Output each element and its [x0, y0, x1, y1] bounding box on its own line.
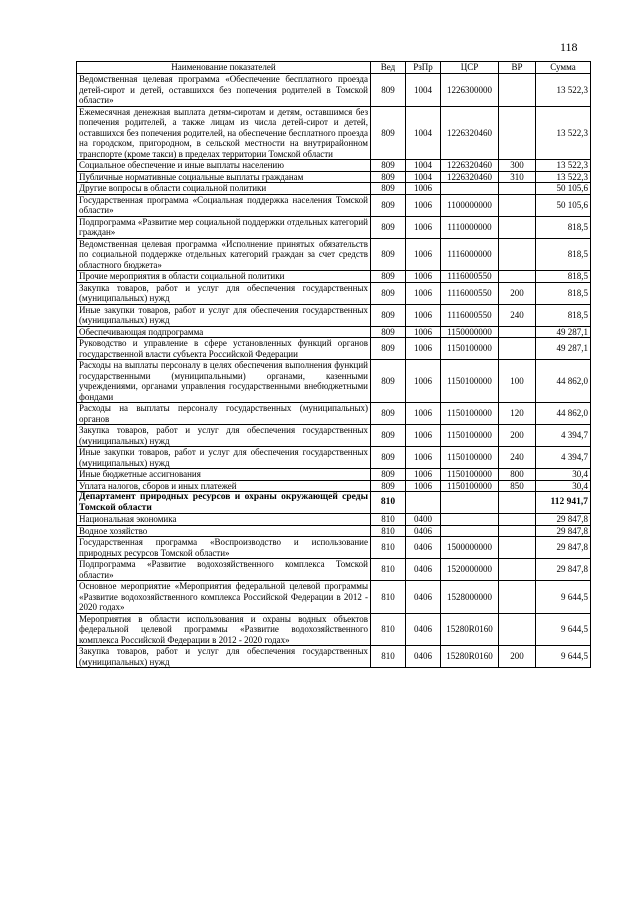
row-rzpr-cell: 1006: [406, 194, 441, 216]
row-sum-cell: 29 847,8: [536, 514, 591, 526]
row-sum-cell: 50 105,6: [536, 183, 591, 195]
row-vr-cell: [499, 338, 536, 360]
row-ved-cell: 809: [371, 171, 406, 183]
row-name-cell: Подпрограмма «Развитие водохозяйственного комплекса Томской области»: [77, 559, 371, 581]
row-sum-cell: 9 644,5: [536, 613, 591, 646]
row-csr-cell: 1150100000: [441, 447, 499, 469]
row-vr-cell: [499, 559, 536, 581]
row-csr-cell: 1116000000: [441, 238, 499, 271]
table-row: [77, 469, 591, 481]
row-sum-cell: 13 522,3: [536, 106, 591, 160]
table-row: [77, 581, 591, 614]
row-name-cell: Закупка товаров, работ и услуг для обеспечения государственных (муниципальных) нужд: [77, 646, 371, 668]
row-csr-cell: 1226320460: [441, 106, 499, 160]
row-sum-cell: 13 522,3: [536, 160, 591, 172]
row-csr-cell: 15280R0160: [441, 613, 499, 646]
row-name-cell: Обеспечивающая подпрограмма: [77, 326, 371, 338]
row-csr-cell: 1150100000: [441, 480, 499, 492]
row-vr-cell: [499, 613, 536, 646]
row-name-cell: Иные закупки товаров, работ и услуг для обеспечения государственных (муниципальных) нужд: [77, 304, 371, 326]
row-vr-cell: 310: [499, 171, 536, 183]
row-vr-cell: 240: [499, 447, 536, 469]
row-ved-cell: 809: [371, 326, 406, 338]
row-ved-cell: 809: [371, 183, 406, 195]
row-sum-cell: 818,5: [536, 271, 591, 283]
row-vr-cell: 240: [499, 304, 536, 326]
row-ved-cell: 809: [371, 271, 406, 283]
row-ved-cell: 809: [371, 447, 406, 469]
table-row: [77, 216, 591, 238]
row-rzpr-cell: 1004: [406, 160, 441, 172]
row-ved-cell: 809: [371, 338, 406, 360]
row-name-cell: Руководство и управление в сфере установленных функций органов государственной власти субъекта Российской Федерации: [77, 338, 371, 360]
row-vr-cell: [499, 326, 536, 338]
row-vr-cell: [499, 514, 536, 526]
row-name-cell: Государственная программа «Воспроизводство и использование природных ресурсов Томской области»: [77, 537, 371, 559]
table-row: [77, 160, 591, 172]
row-name-cell: Департамент природных ресурсов и охраны окружающей среды Томской области: [77, 492, 371, 514]
row-rzpr-cell: 1004: [406, 106, 441, 160]
row-rzpr-cell: 0400: [406, 514, 441, 526]
row-ved-cell: 810: [371, 514, 406, 526]
row-ved-cell: 809: [371, 238, 406, 271]
header-csr: ЦСР: [441, 62, 499, 74]
row-vr-cell: 120: [499, 403, 536, 425]
table-row: [77, 492, 591, 514]
row-csr-cell: [441, 492, 499, 514]
row-rzpr-cell: 1006: [406, 338, 441, 360]
table-row: [77, 183, 591, 195]
row-sum-cell: 29 847,8: [536, 559, 591, 581]
row-name-cell: Расходы на выплаты персоналу в целях обеспечения выполнения функций государственными (муниципальными) органами, казенными учреждениями, органами управления государственными внебюджетными фондами: [77, 360, 371, 403]
table-row: [77, 525, 591, 537]
row-rzpr-cell: 1004: [406, 171, 441, 183]
row-rzpr-cell: 0406: [406, 613, 441, 646]
row-csr-cell: [441, 525, 499, 537]
row-sum-cell: 44 862,0: [536, 403, 591, 425]
row-sum-cell: 29 847,8: [536, 525, 591, 537]
row-name-cell: Иные бюджетные ассигнования: [77, 469, 371, 481]
row-csr-cell: 1150100000: [441, 360, 499, 403]
row-rzpr-cell: 0406: [406, 525, 441, 537]
row-rzpr-cell: 1006: [406, 326, 441, 338]
table-row: [77, 480, 591, 492]
row-ved-cell: 809: [371, 480, 406, 492]
row-vr-cell: [499, 581, 536, 614]
row-vr-cell: [499, 216, 536, 238]
row-csr-cell: 1116000550: [441, 304, 499, 326]
row-csr-cell: 1500000000: [441, 537, 499, 559]
row-name-cell: Национальная экономика: [77, 514, 371, 526]
page-number: 118: [560, 40, 578, 54]
row-sum-cell: 4 394,7: [536, 447, 591, 469]
table-row: [77, 447, 591, 469]
row-ved-cell: 810: [371, 646, 406, 668]
row-ved-cell: 810: [371, 492, 406, 514]
row-csr-cell: 1226320460: [441, 160, 499, 172]
row-sum-cell: 30,4: [536, 469, 591, 481]
row-vr-cell: 300: [499, 160, 536, 172]
row-sum-cell: 818,5: [536, 238, 591, 271]
row-name-cell: Уплата налогов, сборов и иных платежей: [77, 480, 371, 492]
row-rzpr-cell: 1006: [406, 360, 441, 403]
row-ved-cell: 809: [371, 360, 406, 403]
table-row: [77, 613, 591, 646]
table-row: [77, 304, 591, 326]
table-row: [77, 338, 591, 360]
budget-table: [76, 61, 591, 668]
row-ved-cell: 810: [371, 559, 406, 581]
row-csr-cell: 1226300000: [441, 74, 499, 107]
row-rzpr-cell: 1004: [406, 74, 441, 107]
table-row: [77, 537, 591, 559]
row-name-cell: Ведомственная целевая программа «Обеспечение бесплатного проезда детей-сирот и детей, оставшихся без попечения родителей в Томской области»: [77, 74, 371, 107]
row-sum-cell: 818,5: [536, 216, 591, 238]
row-sum-cell: 818,5: [536, 282, 591, 304]
table-row: [77, 194, 591, 216]
row-name-cell: Ведомственная целевая программа «Исполнение принятых обязательств по социальной поддержке отдельных категорий граждан за счет средств областного бюджета»: [77, 238, 371, 271]
row-csr-cell: 1150100000: [441, 403, 499, 425]
table-row: [77, 171, 591, 183]
row-vr-cell: [499, 537, 536, 559]
row-rzpr-cell: 0406: [406, 537, 441, 559]
row-name-cell: Водное хозяйство: [77, 525, 371, 537]
table-row: [77, 74, 591, 107]
row-rzpr-cell: 1006: [406, 469, 441, 481]
row-rzpr-cell: 1006: [406, 271, 441, 283]
row-sum-cell: 30,4: [536, 480, 591, 492]
row-sum-cell: 29 847,8: [536, 537, 591, 559]
table-row: [77, 326, 591, 338]
row-csr-cell: 1528000000: [441, 581, 499, 614]
table-row: [77, 514, 591, 526]
row-csr-cell: 1100000000: [441, 194, 499, 216]
row-vr-cell: [499, 238, 536, 271]
row-csr-cell: 1150100000: [441, 469, 499, 481]
row-name-cell: Иные закупки товаров, работ и услуг для обеспечения государственных (муниципальных) нужд: [77, 447, 371, 469]
table-header-row: [77, 62, 591, 74]
row-rzpr-cell: [406, 492, 441, 514]
row-name-cell: Другие вопросы в области социальной политики: [77, 183, 371, 195]
row-vr-cell: 200: [499, 425, 536, 447]
table-body: [77, 74, 591, 668]
row-vr-cell: 850: [499, 480, 536, 492]
row-ved-cell: 809: [371, 403, 406, 425]
row-csr-cell: 1110000000: [441, 216, 499, 238]
row-sum-cell: 112 941,7: [536, 492, 591, 514]
row-ved-cell: 809: [371, 216, 406, 238]
row-ved-cell: 809: [371, 194, 406, 216]
row-vr-cell: [499, 271, 536, 283]
row-sum-cell: 9 644,5: [536, 581, 591, 614]
header-vr: ВР: [499, 62, 536, 74]
row-name-cell: Расходы на выплаты персоналу государственных (муниципальных) органов: [77, 403, 371, 425]
table-row: [77, 106, 591, 160]
row-csr-cell: 1150100000: [441, 338, 499, 360]
row-csr-cell: 1226320460: [441, 171, 499, 183]
row-ved-cell: 810: [371, 525, 406, 537]
row-rzpr-cell: 1006: [406, 216, 441, 238]
table-row: [77, 403, 591, 425]
row-name-cell: Закупка товаров, работ и услуг для обеспечения государственных (муниципальных) нужд: [77, 282, 371, 304]
row-csr-cell: 1116000550: [441, 271, 499, 283]
row-vr-cell: [499, 183, 536, 195]
row-sum-cell: 13 522,3: [536, 74, 591, 107]
row-ved-cell: 810: [371, 581, 406, 614]
row-rzpr-cell: 0406: [406, 646, 441, 668]
row-ved-cell: 809: [371, 160, 406, 172]
row-sum-cell: 4 394,7: [536, 425, 591, 447]
row-ved-cell: 809: [371, 74, 406, 107]
row-name-cell: Прочие мероприятия в области социальной политики: [77, 271, 371, 283]
row-sum-cell: 818,5: [536, 304, 591, 326]
row-name-cell: Мероприятия в области использования и охраны водных объектов федеральной целевой программы «Развитие водохозяйственного комплекса Российской Федерации в 2012 - 2020 годах»: [77, 613, 371, 646]
row-vr-cell: 200: [499, 646, 536, 668]
row-vr-cell: [499, 525, 536, 537]
row-sum-cell: 44 862,0: [536, 360, 591, 403]
table-row: [77, 425, 591, 447]
row-ved-cell: 809: [371, 469, 406, 481]
row-name-cell: Социальное обеспечение и иные выплаты населению: [77, 160, 371, 172]
row-rzpr-cell: 1006: [406, 447, 441, 469]
row-sum-cell: 49 287,1: [536, 326, 591, 338]
row-csr-cell: 1150000000: [441, 326, 499, 338]
row-vr-cell: 100: [499, 360, 536, 403]
row-rzpr-cell: 1006: [406, 304, 441, 326]
row-csr-cell: [441, 183, 499, 195]
row-ved-cell: 810: [371, 613, 406, 646]
table-row: [77, 238, 591, 271]
table-row: [77, 559, 591, 581]
table-row: [77, 282, 591, 304]
row-ved-cell: 810: [371, 537, 406, 559]
row-rzpr-cell: 1006: [406, 282, 441, 304]
row-vr-cell: [499, 74, 536, 107]
row-vr-cell: 800: [499, 469, 536, 481]
row-name-cell: Закупка товаров, работ и услуг для обеспечения государственных (муниципальных) нужд: [77, 425, 371, 447]
row-rzpr-cell: 0406: [406, 581, 441, 614]
header-sum: Сумма: [536, 62, 591, 74]
row-name-cell: Публичные нормативные социальные выплаты гражданам: [77, 171, 371, 183]
table-row: [77, 360, 591, 403]
row-rzpr-cell: 1006: [406, 183, 441, 195]
row-ved-cell: 809: [371, 425, 406, 447]
row-ved-cell: 809: [371, 304, 406, 326]
row-vr-cell: [499, 106, 536, 160]
row-vr-cell: 200: [499, 282, 536, 304]
row-rzpr-cell: 1006: [406, 480, 441, 492]
row-rzpr-cell: 1006: [406, 403, 441, 425]
header-name: Наименование показателей: [77, 62, 371, 74]
row-csr-cell: 1150100000: [441, 425, 499, 447]
row-name-cell: Основное мероприятие «Мероприятия федеральной целевой программы «Развитие водохозяйственного комплекса Российской Федерации в 2012 - 2020 годах»: [77, 581, 371, 614]
row-name-cell: Подпрограмма «Развитие мер социальной поддержки отдельных категорий граждан»: [77, 216, 371, 238]
table-row: [77, 271, 591, 283]
row-name-cell: Ежемесячная денежная выплата детям-сиротам и детям, оставшимся без попечения родителей, а также лицам из числа детей-сирот и детей, оставшихся без попечения родителей, на обеспечение бесплатного проезда на городском, пригородном, в сельской местности на внутрирайонном транспорте (кроме такси) в пределах территории Томской области: [77, 106, 371, 160]
row-rzpr-cell: 0406: [406, 559, 441, 581]
row-csr-cell: 1116000550: [441, 282, 499, 304]
table-row: [77, 646, 591, 668]
row-vr-cell: [499, 194, 536, 216]
row-rzpr-cell: 1006: [406, 425, 441, 447]
row-sum-cell: 9 644,5: [536, 646, 591, 668]
row-vr-cell: [499, 492, 536, 514]
row-name-cell: Государственная программа «Социальная поддержка населения Томской области»: [77, 194, 371, 216]
row-csr-cell: [441, 514, 499, 526]
header-ved: Вед: [371, 62, 406, 74]
row-sum-cell: 50 105,6: [536, 194, 591, 216]
row-sum-cell: 13 522,3: [536, 171, 591, 183]
row-csr-cell: 15280R0160: [441, 646, 499, 668]
row-sum-cell: 49 287,1: [536, 338, 591, 360]
row-csr-cell: 1520000000: [441, 559, 499, 581]
row-ved-cell: 809: [371, 106, 406, 160]
row-ved-cell: 809: [371, 282, 406, 304]
row-rzpr-cell: 1006: [406, 238, 441, 271]
header-rzpr: РзПр: [406, 62, 441, 74]
